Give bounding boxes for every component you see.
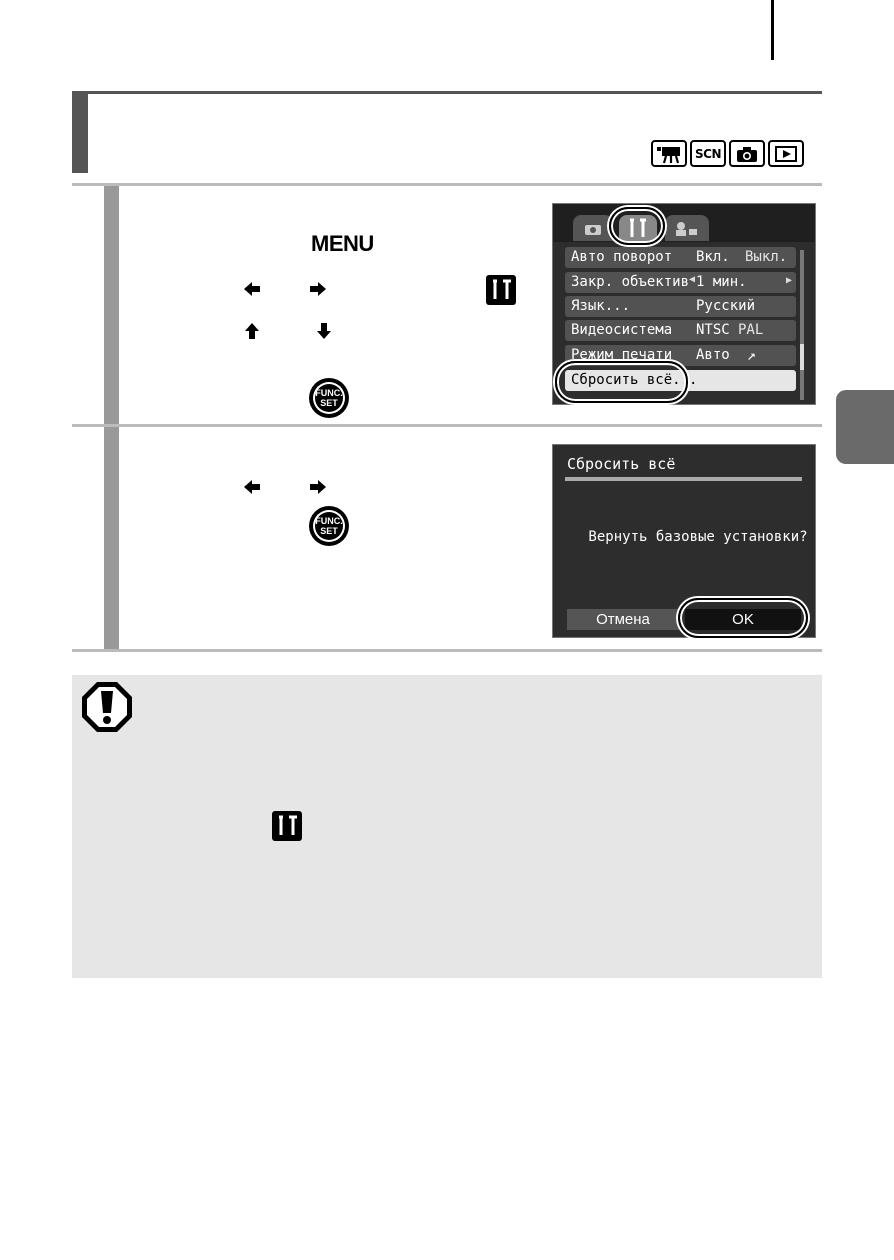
dialog-title-underline	[565, 477, 802, 481]
svg-text:FUNC.: FUNC.	[315, 516, 343, 526]
playback-mode-icon	[768, 140, 804, 167]
cancel-button[interactable]: Отмена	[567, 609, 679, 630]
scrollbar	[800, 250, 804, 400]
setup-tab-highlight	[609, 207, 665, 245]
ok-button[interactable]: OK	[685, 609, 801, 630]
row-key: Видеосистема	[571, 322, 673, 338]
svg-text:SET: SET	[320, 398, 338, 408]
setup-menu-icon	[486, 275, 516, 305]
shooting-tab	[573, 215, 613, 241]
setup-menu-icon	[272, 811, 302, 841]
triangle-right-icon: ▶	[786, 275, 793, 286]
arrow-down-icon	[314, 321, 334, 341]
arrow-left-icon	[242, 477, 262, 497]
caution-box	[72, 675, 822, 978]
arrow-left-icon	[242, 279, 262, 299]
row-key: Авто поворот	[571, 249, 673, 265]
row-value-alt: Выкл.	[745, 249, 788, 265]
menu-row	[565, 296, 796, 317]
arrow-right-icon	[308, 279, 328, 299]
scrollbar-thumb	[800, 344, 804, 370]
divider	[72, 183, 822, 186]
row-value: Вкл.	[696, 249, 730, 265]
dialog-question: Вернуть базовые установки?	[588, 529, 808, 545]
movie-mode-icon	[651, 140, 687, 167]
my-camera-tab	[665, 215, 709, 241]
camera-mode-icon	[729, 140, 765, 167]
ok-highlight	[678, 598, 808, 638]
menu-row	[565, 320, 796, 341]
triangle-left-icon: ◀	[689, 274, 696, 285]
svg-text:SET: SET	[320, 526, 338, 536]
menu-button-label: MENU	[311, 231, 374, 256]
svg-text:FUNC.: FUNC.	[315, 388, 343, 398]
row-value: NTSC	[696, 322, 730, 338]
row-value: Русский	[696, 298, 756, 314]
divider	[72, 424, 822, 427]
direct-print-icon: ↗	[747, 346, 757, 364]
dialog-title: Сбросить всё	[567, 455, 676, 473]
arrow-right-icon	[308, 477, 328, 497]
step-2-bar	[104, 427, 119, 649]
row-key: Режим печати	[571, 347, 673, 363]
menu-row	[565, 247, 796, 268]
reset-all-highlight	[555, 361, 688, 403]
row-value-alt: PAL	[738, 322, 764, 338]
row-key: Сбросить всё...	[571, 372, 698, 388]
menu-row	[565, 272, 796, 293]
mode-icons	[651, 140, 804, 167]
row-value: Авто	[696, 347, 730, 363]
func-set-button-icon	[308, 377, 350, 419]
row-key: Язык...	[571, 298, 631, 314]
func-set-button-icon	[308, 505, 350, 547]
chapter-side-tab	[836, 390, 894, 464]
caution-icon	[80, 680, 134, 734]
section-header-accent	[72, 91, 88, 173]
scene-mode-icon: SCN	[690, 140, 726, 167]
row-key: Закр. объектив	[571, 274, 690, 290]
row-value: 1 мин.	[696, 274, 747, 290]
step-1-bar	[104, 186, 119, 424]
divider	[72, 649, 822, 652]
page-marker	[771, 0, 774, 60]
arrow-up-icon	[242, 321, 262, 341]
